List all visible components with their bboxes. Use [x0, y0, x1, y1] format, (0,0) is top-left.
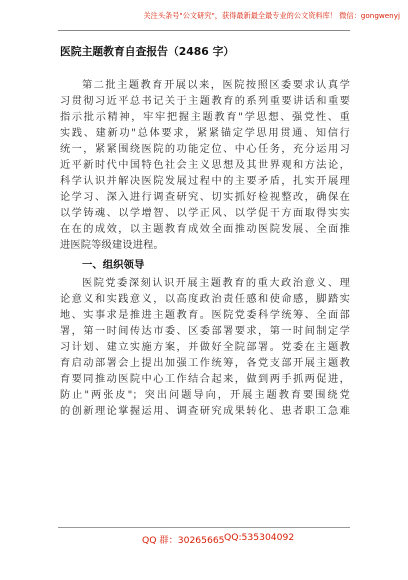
paragraph-1-line: 统一，紧紧围绕医院的功能定位、中心任务，充分运用习 [60, 144, 350, 155]
paragraph-1-line: 以学铸魂、以学增智、以学正风、以学促干方面取得实实 [60, 208, 350, 219]
paragraph-2-line: 育启动部署会上提出加强工作统筹，各党支部开展主题教 [60, 358, 350, 369]
paragraph-2-line: 习计划、建立实施方案，并做好全院部署。党委在主题教 [60, 342, 350, 353]
paragraph-1-line: 第二批主题教育开展以来，医院按照区委要求认真学 [82, 80, 350, 91]
paragraph-2-line: 署，第一时间传达市委、区委部署要求，第一时间制定学 [60, 326, 350, 337]
paragraph-1-line: 指示批示精神，牢牢把握主题教育"学思想、强党性、重 [60, 112, 350, 123]
paragraph-2-line: 论意义和实践意义，以高度政治责任感和使命感，脚踏实 [60, 294, 350, 305]
paragraph-2-line: 地、实事求是推进主题教育。医院党委科学统筹、全面部 [60, 310, 350, 321]
paragraph-2-line: 防止"两张皮"；突出问题导向，开展主题教育要围绕党 [60, 390, 350, 401]
header-divider [58, 30, 350, 31]
paragraph-1-line: 进医院等级建设进程。 [60, 240, 164, 251]
footer-divider [58, 527, 350, 528]
footer-qq-group: QQ 群：30265665 [142, 535, 225, 546]
paragraph-1-line: 科学认识并解决医院发展过程中的主要矛盾，扎实开展理 [60, 176, 350, 187]
paragraph-1-line: 近平新时代中国特色社会主义思想及其世界观和方法论， [60, 160, 350, 171]
document-title: 医院主题教育自查报告（2486 字） [60, 45, 235, 58]
paragraph-1-line: 在在的成效，以主题教育成效全面推动医院发展、全面推 [60, 224, 350, 235]
paragraph-2-line: 医院党委深刻认识开展主题教育的重大政治意义、理 [82, 278, 350, 289]
paragraph-1-line: 习贯彻习近平总书记关于主题教育的系列重要讲话和重要 [60, 96, 350, 107]
header-banner: 关注头条号"公文研究"，获得最新最全最专业的公文资料库！ 微信：gongwenyj [143, 11, 400, 20]
paragraph-2-line: 育要同推动医院中心工作结合起来，做到两手抓两促进， [60, 374, 350, 385]
paragraph-1-line: 实践、建新功"总体要求，紧紧锚定学思用贯通、知信行 [60, 128, 350, 139]
paragraph-1-line: 论学习、深入进行调查研究、切实抓好检视整改，确保在 [60, 192, 350, 203]
paragraph-2-line: 的创新理论掌握运用、调查研究成果转化、患者职工急难 [60, 406, 350, 417]
section-heading: 一、组织领导 [82, 259, 145, 271]
footer-qq-number: QQ:535304092 [224, 532, 295, 543]
